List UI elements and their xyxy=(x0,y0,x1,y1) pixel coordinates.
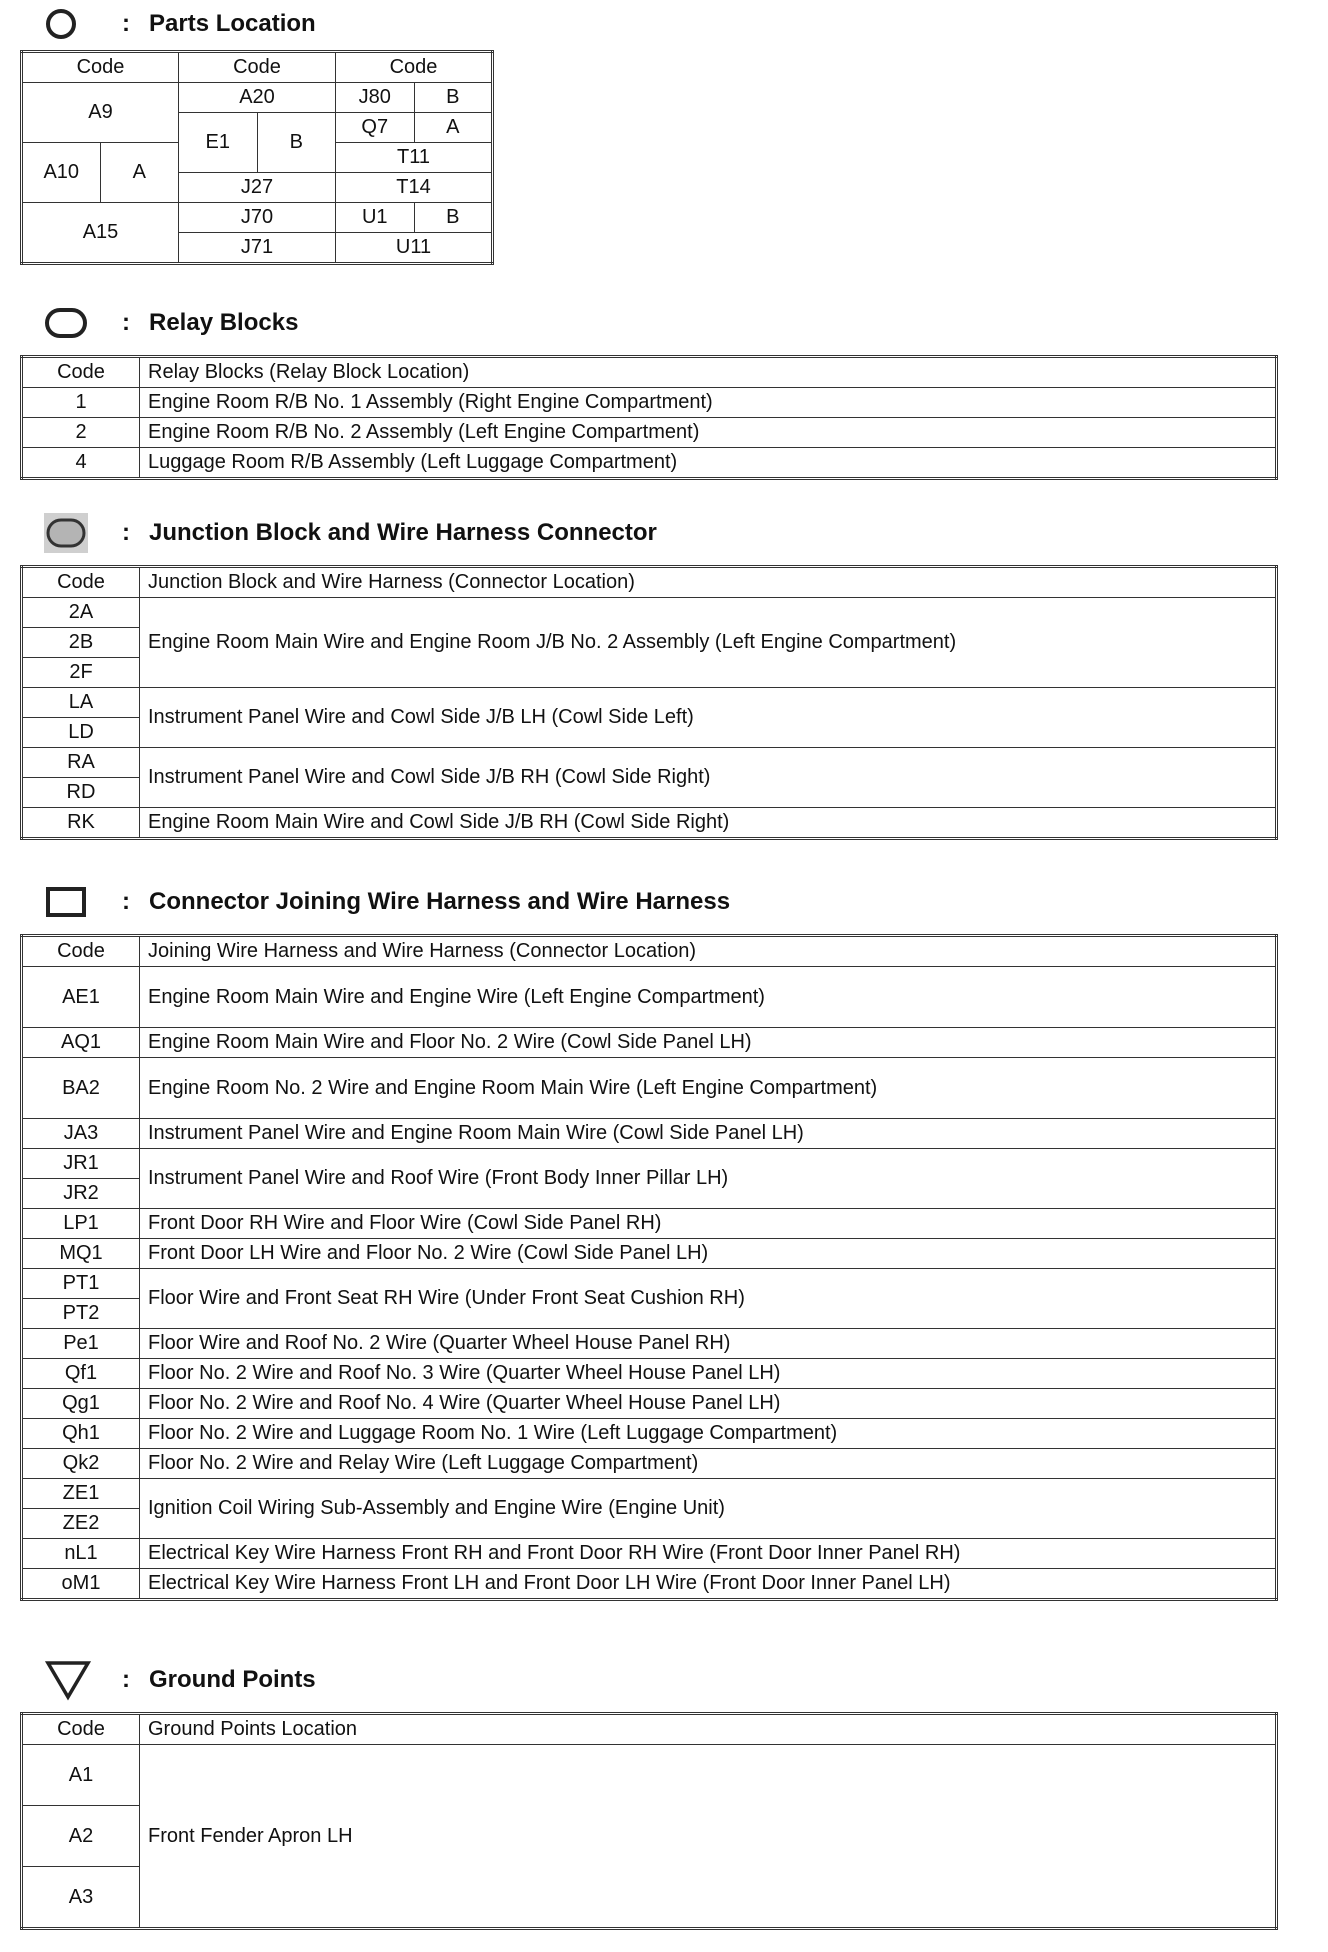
column-header-description: Relay Blocks (Relay Block Location) xyxy=(140,357,1277,388)
code-cell: J27 xyxy=(179,173,336,203)
description-cell: Electrical Key Wire Harness Front LH and Front Door LH Wire (Front Door Inner Panel LH) xyxy=(140,1569,1277,1600)
circle-symbol-icon xyxy=(44,7,78,41)
description-cell: Front Door RH Wire and Floor Wire (Cowl Side Panel RH) xyxy=(140,1209,1277,1239)
section-relay-blocks xyxy=(0,303,1328,343)
code-cell: 4 xyxy=(22,448,140,479)
code-cell: J80 xyxy=(336,83,415,113)
table-row xyxy=(22,388,1277,418)
description-cell: Instrument Panel Wire and Cowl Side J/B LH (Cowl Side Left) xyxy=(140,688,1277,748)
section-colon: : xyxy=(122,888,130,915)
code-cell: T14 xyxy=(336,173,493,203)
oval-symbol-icon xyxy=(44,307,88,339)
description-cell: Luggage Room R/B Assembly (Left Luggage Compartment) xyxy=(140,448,1277,479)
code-cell: J70 xyxy=(179,203,336,233)
description-cell: Front Fender Apron LH xyxy=(140,1745,1277,1929)
table-row xyxy=(22,1028,1277,1058)
description-cell: Instrument Panel Wire and Cowl Side J/B RH (Cowl Side Right) xyxy=(140,748,1277,808)
section-junction-block xyxy=(0,513,1328,553)
code-cell: AE1 xyxy=(22,967,140,1028)
section-colon: : xyxy=(122,309,130,336)
code-cell: JR1 xyxy=(22,1149,140,1179)
parts-location-table xyxy=(20,50,494,265)
code-cell: 2B xyxy=(22,628,140,658)
shaded-oval-symbol-icon xyxy=(44,513,88,553)
code-cell: PT1 xyxy=(22,1269,140,1299)
table-row xyxy=(22,967,1277,1028)
table-row xyxy=(22,418,1277,448)
section-title: Parts Location xyxy=(149,10,316,37)
column-header-code: Code xyxy=(22,52,179,83)
section-colon: : xyxy=(122,10,130,37)
column-header-code: Code xyxy=(22,1714,140,1745)
table-row xyxy=(22,1479,1277,1509)
ground-points-table xyxy=(20,1712,1278,1930)
code-cell: A10 xyxy=(22,143,101,203)
description-cell: Engine Room Main Wire and Cowl Side J/B RH (Cowl Side Right) xyxy=(140,808,1277,839)
code-suffix-cell: B xyxy=(414,203,493,233)
code-cell: 2 xyxy=(22,418,140,448)
section-parts-location xyxy=(0,4,1328,44)
column-header-code: Code xyxy=(179,52,336,83)
table-row xyxy=(22,1119,1277,1149)
description-cell: Engine Room Main Wire and Engine Wire (Left Engine Compartment) xyxy=(140,967,1277,1028)
code-cell: MQ1 xyxy=(22,1239,140,1269)
code-cell: A3 xyxy=(22,1867,140,1929)
rectangle-symbol-icon xyxy=(44,885,88,919)
code-cell: Qg1 xyxy=(22,1389,140,1419)
table-row xyxy=(22,1359,1277,1389)
column-header-code: Code xyxy=(22,567,140,598)
table-row xyxy=(22,1419,1277,1449)
code-suffix-cell: B xyxy=(257,113,336,173)
description-cell: Engine Room R/B No. 2 Assembly (Left Engine Compartment) xyxy=(140,418,1277,448)
code-cell: A20 xyxy=(179,83,336,113)
description-cell: Floor No. 2 Wire and Roof No. 4 Wire (Quarter Wheel House Panel LH) xyxy=(140,1389,1277,1419)
description-cell: Engine Room Main Wire and Floor No. 2 Wire (Cowl Side Panel LH) xyxy=(140,1028,1277,1058)
section-title: Ground Points xyxy=(149,1666,316,1693)
description-cell: Engine Room Main Wire and Engine Room J/B No. 2 Assembly (Left Engine Compartment) xyxy=(140,598,1277,688)
code-cell: RD xyxy=(22,778,140,808)
code-suffix-cell: B xyxy=(414,83,493,113)
table-row xyxy=(22,1389,1277,1419)
code-cell: Qf1 xyxy=(22,1359,140,1389)
code-suffix-cell: A xyxy=(414,113,493,143)
code-cell: oM1 xyxy=(22,1569,140,1600)
description-cell: Floor No. 2 Wire and Luggage Room No. 1 Wire (Left Luggage Compartment) xyxy=(140,1419,1277,1449)
code-cell: J71 xyxy=(179,233,336,264)
section-connector-joining xyxy=(0,882,1328,922)
code-cell: T11 xyxy=(336,143,493,173)
code-cell: JR2 xyxy=(22,1179,140,1209)
triangle-symbol-icon xyxy=(44,1659,92,1701)
relay-blocks-table xyxy=(20,355,1278,480)
table-row xyxy=(22,1329,1277,1359)
column-header-code: Code xyxy=(22,357,140,388)
description-cell: Instrument Panel Wire and Roof Wire (Front Body Inner Pillar LH) xyxy=(140,1149,1277,1209)
table-row xyxy=(22,1449,1277,1479)
description-cell: Front Door LH Wire and Floor No. 2 Wire (Cowl Side Panel LH) xyxy=(140,1239,1277,1269)
column-header-description: Ground Points Location xyxy=(140,1714,1277,1745)
description-cell: Instrument Panel Wire and Engine Room Main Wire (Cowl Side Panel LH) xyxy=(140,1119,1277,1149)
description-cell: Floor Wire and Roof No. 2 Wire (Quarter Wheel House Panel RH) xyxy=(140,1329,1277,1359)
code-cell: LD xyxy=(22,718,140,748)
description-cell: Ignition Coil Wiring Sub-Assembly and Engine Wire (Engine Unit) xyxy=(140,1479,1277,1539)
code-cell: Q7 xyxy=(336,113,415,143)
section-title: Junction Block and Wire Harness Connector xyxy=(149,519,657,546)
section-title: Connector Joining Wire Harness and Wire Harness xyxy=(149,888,731,915)
code-cell: PT2 xyxy=(22,1299,140,1329)
description-cell: Floor Wire and Front Seat RH Wire (Under Front Seat Cushion RH) xyxy=(140,1269,1277,1329)
description-cell: Electrical Key Wire Harness Front RH and Front Door RH Wire (Front Door Inner Panel RH) xyxy=(140,1539,1277,1569)
table-row xyxy=(22,1209,1277,1239)
code-suffix-cell: A xyxy=(100,143,179,203)
column-header-description: Junction Block and Wire Harness (Connector Location) xyxy=(140,567,1277,598)
code-cell: 1 xyxy=(22,388,140,418)
code-cell: Qk2 xyxy=(22,1449,140,1479)
table-row xyxy=(22,448,1277,479)
table-row xyxy=(22,1149,1277,1179)
code-cell: A2 xyxy=(22,1806,140,1867)
section-ground-points xyxy=(0,1660,1328,1700)
section-title: Relay Blocks xyxy=(149,309,299,336)
section-colon: : xyxy=(122,519,130,546)
code-cell: AQ1 xyxy=(22,1028,140,1058)
description-cell: Floor No. 2 Wire and Relay Wire (Left Luggage Compartment) xyxy=(140,1449,1277,1479)
code-cell: A15 xyxy=(22,203,179,264)
code-cell: BA2 xyxy=(22,1058,140,1119)
table-row xyxy=(22,1569,1277,1600)
column-header-description: Joining Wire Harness and Wire Harness (Connector Location) xyxy=(140,936,1277,967)
connector-joining-table xyxy=(20,934,1278,1601)
code-cell: nL1 xyxy=(22,1539,140,1569)
code-cell: 2F xyxy=(22,658,140,688)
code-cell: ZE2 xyxy=(22,1509,140,1539)
description-cell: Floor No. 2 Wire and Roof No. 3 Wire (Quarter Wheel House Panel LH) xyxy=(140,1359,1277,1389)
junction-block-table xyxy=(20,565,1278,840)
table-row xyxy=(22,1058,1277,1119)
description-cell: Engine Room R/B No. 1 Assembly (Right Engine Compartment) xyxy=(140,388,1277,418)
column-header-code: Code xyxy=(336,52,493,83)
code-cell: LA xyxy=(22,688,140,718)
column-header-code: Code xyxy=(22,936,140,967)
code-cell: U11 xyxy=(336,233,493,264)
section-colon: : xyxy=(122,1666,130,1693)
code-cell: E1 xyxy=(179,113,258,173)
code-cell: Qh1 xyxy=(22,1419,140,1449)
code-cell: A9 xyxy=(22,83,179,143)
code-cell: Pe1 xyxy=(22,1329,140,1359)
code-cell: RA xyxy=(22,748,140,778)
table-row xyxy=(22,1539,1277,1569)
code-cell: JA3 xyxy=(22,1119,140,1149)
code-cell: A1 xyxy=(22,1745,140,1806)
code-cell: RK xyxy=(22,808,140,839)
code-cell: ZE1 xyxy=(22,1479,140,1509)
description-cell: Engine Room No. 2 Wire and Engine Room Main Wire (Left Engine Compartment) xyxy=(140,1058,1277,1119)
table-row xyxy=(22,1269,1277,1299)
table-row xyxy=(22,1239,1277,1269)
code-cell: U1 xyxy=(336,203,415,233)
code-cell: 2A xyxy=(22,598,140,628)
code-cell: LP1 xyxy=(22,1209,140,1239)
table-row xyxy=(22,1745,1277,1806)
